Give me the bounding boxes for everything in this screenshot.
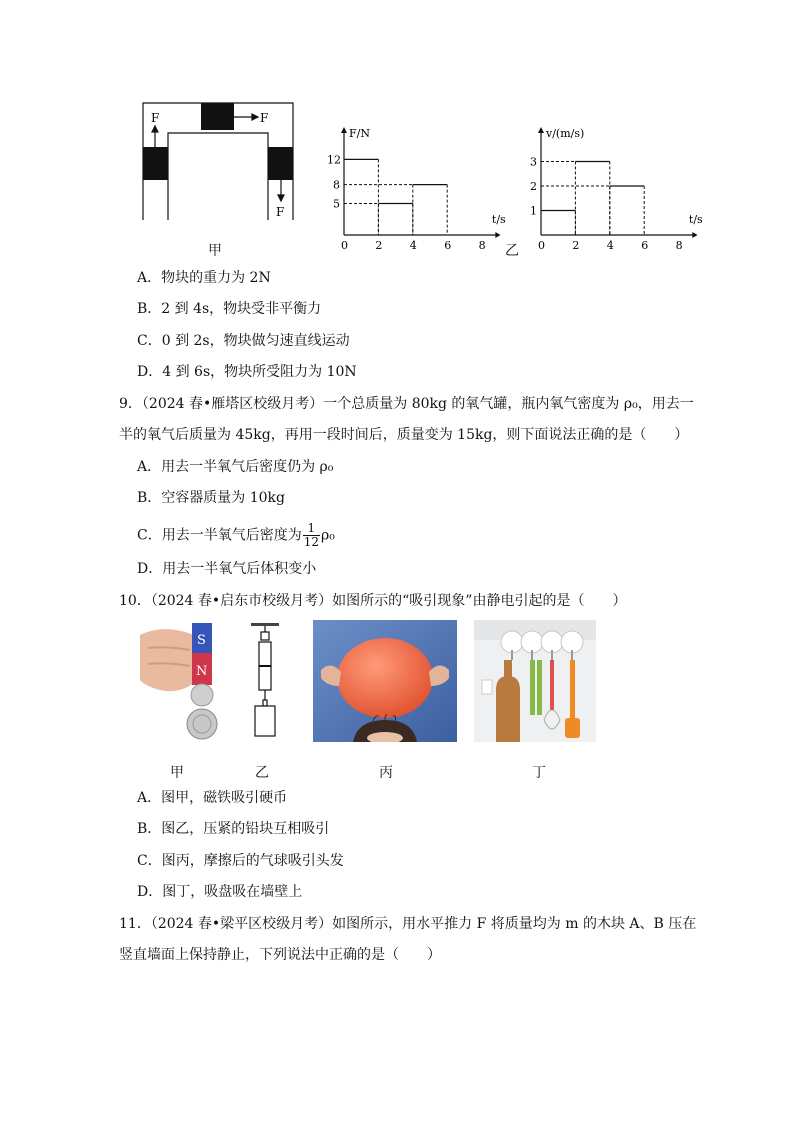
- v-chart-xtick-6: 6: [641, 239, 649, 250]
- f-chart-xtick-8: 8: [478, 239, 486, 250]
- q10-option-a: A．图甲，磁铁吸引硬币: [137, 790, 288, 806]
- figure-lead-blocks: [245, 620, 285, 742]
- fraction-numerator: 1: [303, 522, 320, 536]
- force-label-left: F: [151, 111, 160, 125]
- hand: [140, 629, 198, 691]
- q9-option-a: A．用去一半氧气后密度仍为 ρ₀: [137, 459, 334, 475]
- q10-stem: 10．（2024 春•启东市校级月考）如图所示的“吸引现象”由静电引起的是（ ）: [119, 593, 627, 609]
- f-chart-ytick-8: 8: [333, 178, 340, 192]
- force-label-top: F: [260, 111, 269, 125]
- f-chart-ylabel: F/N: [349, 127, 370, 140]
- coin-1: [191, 684, 213, 706]
- caption-jia: 甲: [208, 243, 222, 259]
- tongs: [530, 660, 535, 715]
- v-chart-xlabel: t/s: [688, 213, 703, 226]
- q8-option-a: A．物块的重力为 2N: [137, 270, 271, 286]
- v-chart-y-arrow: [538, 127, 544, 133]
- q9-option-c: [137, 522, 335, 549]
- v-chart-ytick-1: 1: [530, 204, 537, 218]
- caption-q10-jia: 甲: [170, 765, 184, 781]
- whisk-handle: [550, 660, 554, 710]
- v-chart-x-arrow: [692, 232, 697, 238]
- q8-option-c: C．0 到 2s，物块做匀速直线运动: [137, 333, 350, 349]
- v-chart-xtick-8: 8: [675, 239, 683, 250]
- q8-option-b: B．2 到 4s，物块受非平衡力: [137, 301, 322, 317]
- figure-jia-track: [138, 100, 298, 225]
- photo-balloon-hair: [313, 620, 457, 742]
- q10-option-d: D．图丁，吸盘吸在墙壁上: [137, 884, 303, 900]
- f-chart-xtick-4: 4: [409, 239, 417, 250]
- v-chart-ytick-3: 3: [530, 155, 537, 169]
- force-label-right: F: [276, 205, 285, 219]
- v-chart-ytick-2: 2: [530, 180, 537, 193]
- block-left: [143, 147, 168, 180]
- fraction-denominator: 12: [303, 535, 319, 549]
- v-chart-xtick-0: 0: [538, 239, 545, 250]
- magnet-s-text: S: [197, 633, 206, 648]
- q10-option-b: B．图乙，压紧的铅块互相吸引: [137, 821, 330, 837]
- chart-force-time: [318, 122, 508, 250]
- f-chart-xtick-6: 6: [444, 239, 452, 250]
- v-chart-ylabel: v/(m/s): [546, 127, 585, 140]
- f-chart-y-arrow: [341, 127, 347, 133]
- cutting-board: [496, 676, 520, 742]
- q11-stem-line1: 11．（2024 春•梁平区校级月考）如图所示，用水平推力 F 将质量均为 m 的木块 A、B 压在: [119, 916, 697, 932]
- q9-stem-line1: 9．（2024 春•雁塔区校级月考）一个总质量为 80kg 的氧气罐，瓶内氧气密度为 ρ₀，用去一: [119, 396, 694, 412]
- caption-q10-bing: 丙: [379, 765, 393, 781]
- q9-option-c-prefix: C．用去一半氧气后密度为: [137, 527, 302, 544]
- caption-yi: 乙: [505, 243, 519, 259]
- f-chart-x-arrow: [495, 232, 500, 238]
- caption-q10-ding: 丁: [532, 765, 546, 781]
- block-right: [268, 147, 293, 180]
- q8-option-d: D．4 到 6s，物块所受阻力为 10N: [137, 364, 357, 380]
- f-chart-ytick-5: 5: [333, 197, 340, 211]
- magnet-n-text: N: [196, 664, 208, 679]
- photo-magnet-coins: [140, 620, 222, 742]
- f-chart-xlabel: t/s: [491, 213, 506, 226]
- block-top: [201, 103, 234, 130]
- spatula: [570, 660, 575, 720]
- f-chart-ytick-12: 12: [327, 153, 341, 167]
- v-chart-xtick-2: 2: [572, 239, 580, 250]
- q9-option-c-suffix: ρ₀: [321, 527, 335, 544]
- caption-q10-yi: 乙: [255, 765, 269, 781]
- balloon: [337, 638, 433, 718]
- chart-velocity-time: [515, 122, 715, 250]
- coin-2: [187, 709, 217, 739]
- v-chart-xtick-4: 4: [606, 239, 614, 250]
- q9-option-d: D．用去一半氧气后体积变小: [137, 561, 317, 577]
- q11-stem-line2: 竖直墙面上保持静止，下列说法中正确的是（ ）: [119, 947, 441, 963]
- photo-suction-hooks: [474, 620, 596, 742]
- q9-stem-line2: 半的氧气后质量为 45kg，再用一段时间后，质量变为 15kg，则下面说法正确的是（ ）: [119, 427, 689, 443]
- fraction-1-12: [303, 522, 320, 549]
- f-chart-xtick-2: 2: [375, 239, 383, 250]
- q9-option-b: B．空容器质量为 10kg: [137, 490, 285, 506]
- q10-option-c: C．图丙，摩擦后的气球吸引头发: [137, 853, 344, 869]
- f-chart-xtick-0: 0: [341, 239, 348, 250]
